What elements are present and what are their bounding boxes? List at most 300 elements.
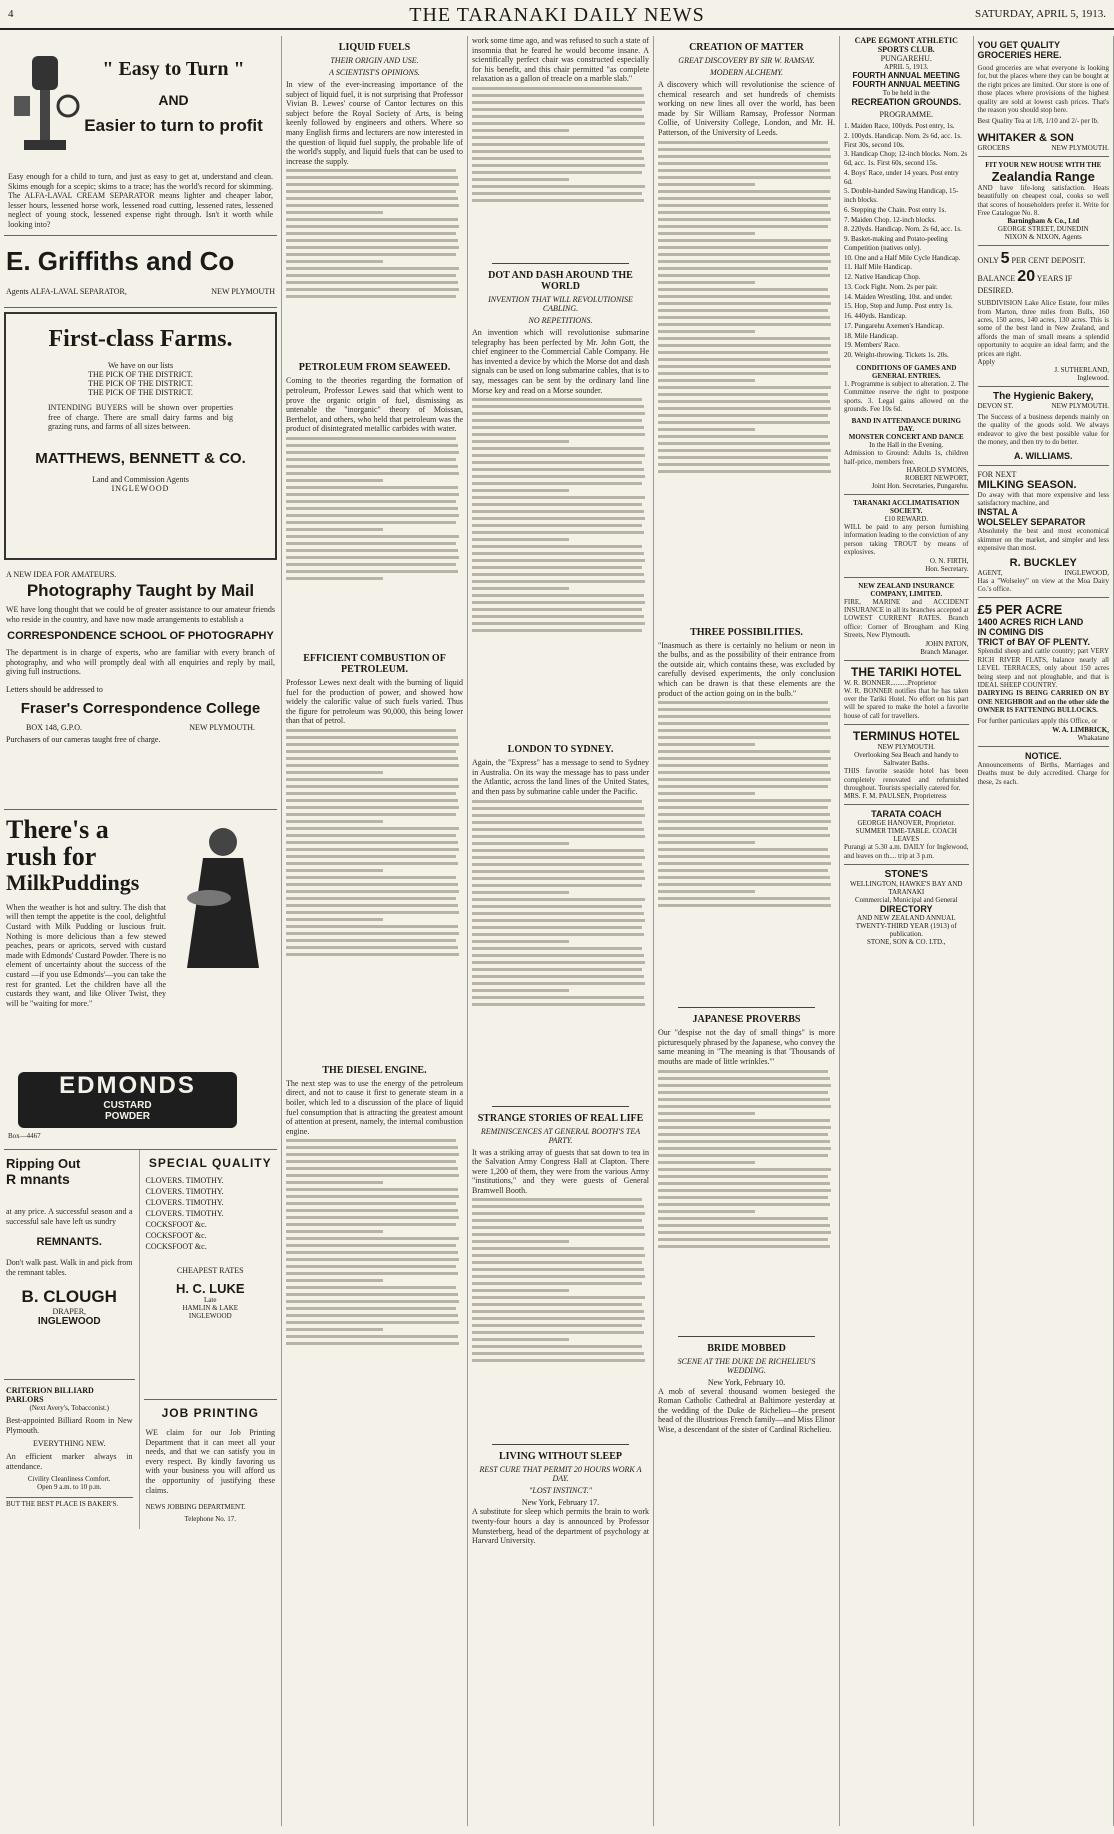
text-line — [658, 841, 755, 844]
text-line — [286, 820, 383, 823]
dot-dash-continued — [472, 398, 649, 738]
text-line — [658, 148, 830, 151]
text-line — [472, 982, 645, 985]
text-line — [286, 267, 459, 270]
london-headline: LONDON TO SYDNEY. — [507, 744, 614, 756]
text-line — [472, 1003, 645, 1006]
job-footer: NEWS JOBBING DEPARTMENT. — [145, 1503, 246, 1512]
land-line-1: 1400 ACRES RICH LAND — [977, 617, 1084, 628]
dot-dash-deck-2: NO REPETITIONS. — [528, 315, 593, 325]
diesel-body: The next step was to use the energy of the petroleum direct, and not to cause it first to generate steam in a boiler, which led to a discussion of the place of liquid fuel consumption that is attracting the greatest amount of attention at present, namely, the internal combustion engine. — [286, 1078, 463, 1136]
text-line — [658, 351, 828, 354]
text-line — [286, 479, 383, 482]
seeds-ad — [144, 1150, 278, 1400]
text-line — [472, 157, 644, 160]
bride-deck: SCENE AT THE DUKE DE RICHELIEU'S WEDDING. — [677, 1356, 816, 1375]
text-line — [286, 827, 459, 830]
text-line — [286, 542, 456, 545]
text-line — [658, 393, 828, 396]
text-line — [658, 1140, 830, 1143]
text-line — [472, 426, 644, 429]
groceries-firm: WHITAKER & SON — [977, 131, 1074, 144]
diesel-headline: THE DIESEL ENGINE. — [322, 1064, 427, 1076]
text-line — [658, 288, 828, 291]
text-line — [472, 1331, 644, 1334]
text-line — [286, 736, 458, 739]
griffiths-name: E. Griffiths and Co — [6, 246, 235, 276]
terminus-town: NEW PLYMOUTH. — [877, 743, 936, 752]
terminus-headline: TERMINUS HOTEL — [852, 729, 960, 744]
text-line — [286, 577, 383, 580]
text-line — [472, 136, 644, 139]
milking-body: Do away with that more expensive and less satisfactory machine, and — [977, 490, 1109, 507]
photo-kicker: A NEW IDEA FOR AMATEURS. — [6, 570, 117, 579]
text-line — [658, 365, 831, 368]
text-line — [658, 1147, 831, 1150]
sports-event: 7. Maiden Chop. 12-inch blocks. — [844, 215, 936, 224]
text-line — [658, 309, 828, 312]
seeds-row: CLOVERS. TIMOTHY. — [145, 1176, 224, 1185]
text-line — [286, 1251, 458, 1254]
text-line — [286, 918, 383, 921]
groceries-head-1: YOU GET QUALITY — [977, 40, 1061, 50]
text-line — [472, 1198, 642, 1201]
sports-event: 2. 100yds. Handicap. Nom. 2s 6d, acc. 1s. First 30s, second 10s. — [844, 131, 962, 149]
text-line — [472, 996, 644, 999]
text-line — [286, 1237, 459, 1240]
text-line — [286, 1209, 458, 1212]
text-line — [658, 169, 830, 172]
text-line — [472, 940, 569, 943]
text-line — [472, 419, 642, 422]
text-line — [286, 253, 456, 256]
text-line — [286, 778, 458, 781]
text-line — [658, 736, 831, 739]
text-line — [658, 1091, 828, 1094]
stone-line-3: TWENTY-THIRD YEAR (1913) of publication. — [855, 922, 957, 939]
text-line — [286, 1167, 458, 1170]
text-line — [472, 178, 569, 181]
text-line — [286, 1153, 459, 1156]
text-line — [658, 204, 828, 207]
text-line — [658, 302, 831, 305]
text-line — [286, 570, 458, 573]
possibilities-continued — [658, 701, 835, 1001]
text-line — [472, 629, 642, 632]
groceries-tea: Best Quality Tea at 1/8, 1/10 and 2/- per lb. — [977, 117, 1099, 126]
text-line — [472, 475, 645, 478]
text-line — [286, 862, 458, 865]
text-line — [658, 848, 828, 851]
farms-headline: First-class Farms. — [48, 326, 233, 352]
text-line — [658, 1105, 831, 1108]
text-line — [658, 470, 831, 473]
text-line — [472, 440, 569, 443]
text-line — [658, 778, 831, 781]
text-line — [658, 827, 828, 830]
text-line — [472, 545, 642, 548]
acclim-title: Hon. Secretary. — [925, 564, 969, 573]
sports-event: 16. 440yds. Handicap. — [844, 312, 907, 320]
text-line — [472, 905, 642, 908]
text-line — [658, 211, 830, 214]
text-line — [286, 1279, 383, 1282]
text-line — [286, 1258, 459, 1261]
ad-headline-2: Easier to turn to profit — [84, 116, 263, 135]
text-line — [286, 535, 459, 538]
text-line — [658, 176, 831, 179]
text-line — [472, 185, 645, 188]
sports-event: 17. Pungarehu Axemen's Handicap. — [844, 321, 944, 330]
text-line — [286, 1307, 456, 1310]
text-line — [286, 869, 383, 872]
sports-event: 4. Boys' Race, under 14 years. Post entry 6d. — [844, 168, 959, 186]
bride-headline: BRIDE MOBBED — [707, 1342, 786, 1354]
text-line — [472, 1233, 645, 1236]
text-line — [472, 538, 569, 541]
text-line — [286, 465, 458, 468]
sports-secretary-1: HAROLD SYMONS, — [906, 466, 969, 475]
text-line — [472, 884, 642, 887]
text-line — [658, 722, 828, 725]
text-line — [472, 828, 644, 831]
text-line — [658, 1161, 755, 1164]
text-line — [286, 1216, 459, 1219]
text-line — [286, 876, 456, 879]
farms-intro: We have on our lists — [107, 361, 174, 370]
text-line — [658, 337, 830, 340]
farms-agents: Land and Commission Agents — [92, 474, 189, 484]
bride-body: A mob of several thousand women besieged the Roman Catholic Cathedral at Baltimore yesterday at the wedding of the Duke de Richelieu—the present head of the illustrious French family—and Miss Elinor Wise, a descendant of the sister of Cardinal Richelieu. — [658, 1386, 835, 1434]
proverbs-headline: JAPANESE PROVERBS — [692, 1014, 801, 1026]
land-headline: £5 PER ACRE — [977, 602, 1063, 618]
range-body: AND have life-long satisfaction. Heats beautifully on cheapest coal, cooks so well that scores of householders prefer it. Write for Free Catalogue No. 8. — [977, 183, 1109, 217]
text-line — [472, 863, 642, 866]
deposit-number-2: 20 — [1017, 268, 1036, 286]
text-line — [286, 799, 458, 802]
matter-continued — [658, 141, 835, 621]
text-line — [286, 1181, 383, 1184]
text-line — [658, 442, 830, 445]
text-line — [472, 171, 642, 174]
text-line — [286, 1244, 456, 1247]
ad-and: AND — [158, 92, 189, 108]
text-line — [286, 911, 459, 914]
text-line — [658, 344, 831, 347]
text-line — [472, 1219, 642, 1222]
text-line — [658, 1245, 830, 1248]
strange-deck: REMINISCENCES AT GENERAL BOOTH'S TEA PARTY. — [480, 1126, 641, 1145]
seeds-town: INGLEWOOD — [188, 1312, 232, 1320]
sports-event: 8. 220yds. Handicap. Nom. 2s 6d, acc. 1s. — [844, 225, 962, 234]
text-line — [658, 372, 828, 375]
text-line — [472, 842, 569, 845]
sports-ground: RECREATION GROUNDS. — [851, 97, 962, 107]
liquid-body: In view of the ever-increasing importance of the subject of liquid fuel, it is not surprising that Professor Vivian B. Lewes' course of Cantor lectures on this subject before the Royal Society of Arts, is being keenly followed by engineers and others. Where so many English firms and lecturers are now interested in the question of liquid fuel supply, the probable life of the world's supply, and liquid fuels that can be used to increase the supply. — [286, 80, 463, 166]
text-line — [472, 989, 569, 992]
land-further: For further particulars apply this Office, or — [977, 717, 1098, 726]
text-line — [472, 122, 645, 125]
range-street: GEORGE STREET, DUNEDIN — [997, 225, 1089, 234]
text-line — [286, 897, 456, 900]
text-line — [286, 1321, 459, 1324]
ad-headline: " Easy to Turn " — [102, 58, 245, 80]
acclim-headline: TARANAKI ACCLIMATISATION SOCIETY. — [853, 499, 960, 516]
text-line — [658, 869, 828, 872]
efficient-continued — [286, 729, 463, 1059]
clough-role: DRAPER, — [52, 1307, 87, 1317]
text-line — [658, 183, 755, 186]
text-line — [658, 232, 755, 235]
text-line — [472, 143, 645, 146]
text-line — [658, 855, 830, 858]
strange-continued — [472, 1198, 649, 1438]
sports-event: 11. Half Mile Handicap. — [844, 263, 912, 272]
seeds-cheapest: CHEAPEST RATES — [176, 1266, 244, 1275]
text-line — [472, 524, 642, 527]
text-line — [472, 461, 642, 464]
text-line — [286, 932, 459, 935]
text-line — [658, 1175, 828, 1178]
text-line — [658, 281, 755, 284]
insurance-body: FIRE, MARINE and ACCIDENT INSURANCE in all its branches accepted at LOWEST CURRENT RATES. Branch office: Corner of Brougham and King Streets, New Plymouth. — [844, 597, 969, 640]
terminus-ad — [844, 725, 969, 805]
stone-ad — [844, 865, 969, 950]
land-name: W. A. LIMBRICK, — [1052, 725, 1109, 734]
possibilities-headline: THREE POSSIBILITIES. — [690, 626, 803, 638]
text-line — [658, 820, 831, 823]
sports-event: 15. Hop, Step and Jump. Post entry 1s. — [844, 302, 953, 311]
stone-line-1: Commercial, Municipal and General — [854, 896, 958, 905]
text-line — [472, 912, 644, 915]
text-line — [286, 883, 458, 886]
text-line — [472, 412, 645, 415]
text-line — [658, 386, 831, 389]
text-line — [286, 841, 458, 844]
milking-name: R. BUCKLEY — [1009, 556, 1077, 569]
bakery-body: The Success of a business depends mainly on the quality of the goods sold. We always endeavor to give the best possible value for the money, and then try to do better. — [977, 413, 1109, 447]
text-line — [472, 580, 645, 583]
text-line — [286, 953, 459, 956]
newspaper-title: THE TARANAKI DAILY NEWS — [409, 4, 705, 26]
photography-ad — [4, 564, 277, 810]
text-line — [472, 503, 642, 506]
text-line — [472, 800, 642, 803]
diesel-continued — [286, 1139, 463, 1439]
text-line — [286, 232, 456, 235]
job-body: WE claim for our Job Printing Department that it can meet all your needs, and that we can satisfy you in every respect. By kindly favoring us with your business you will afford us the opportunity of justifying these claims. — [145, 1428, 275, 1495]
text-line — [472, 150, 642, 153]
edmonds-product-1: CUSTARD — [103, 1100, 152, 1111]
work-body: work some time ago, and was refused to such a state of insomnia that he feared he would become insane. A scientifically perfect chair was constructed especially for his benefit, and this chair permitted "as complete relaxation as a gallon of treacle on a marble slab." — [472, 36, 649, 84]
column-3 — [468, 36, 654, 1826]
dot-dash-body: An invention which will revolutionise submarine telegraphy has been perfected by Mr. John Gott, the chief engineer to the Commercial Cable Company. He has invented a device by which the Morse dot and dash signals can be used on long submarine cables, that is to say, messages can be sent by the ordinary land line Morse key and read on a Morse sounder. — [472, 327, 649, 395]
text-line — [472, 164, 645, 167]
bakery-town: NEW PLYMOUTH. — [1051, 402, 1109, 411]
text-line — [286, 855, 456, 858]
stone-line-2: AND NEW ZEALAND ANNUAL — [857, 914, 956, 923]
milking-install: INSTAL A — [977, 507, 1018, 518]
seeds-row: COCKSFOOT &c. — [145, 1220, 207, 1229]
text-line — [472, 1289, 569, 1292]
text-line — [658, 799, 831, 802]
sports-event: 18. Mile Handicap. — [844, 331, 899, 340]
text-line — [286, 1300, 459, 1303]
photo-firm: Fraser's Correspondence College — [20, 699, 261, 717]
job-phone: Telephone No. 17. — [184, 1515, 237, 1524]
land-body-2: DAIRYING IS BEING CARRIED ON BY ONE NEIGHBOR and on the other side the OWNER IS FATTENING BULLOCKS. — [977, 689, 1109, 715]
london-body: Again, the "Express" has a message to send to Sydney in Australia. On its way the message has to pass under the Atlantic, across the land lines of the United States, and then pass by submarine cable under the Pacific. — [472, 758, 649, 796]
text-line — [472, 552, 644, 555]
text-line — [658, 729, 830, 732]
edmonds-head-2: rush for — [6, 842, 97, 872]
text-line — [472, 433, 645, 436]
farms-line-2: THE PICK OF THE DISTRICT. — [88, 379, 193, 388]
milking-body-2: Absolutely the best and most economical skimmer on the market, and simpler and less expensive than most. — [977, 527, 1109, 553]
billiard-values: Civility Cleanliness Comfort. — [27, 1475, 111, 1484]
text-line — [286, 458, 456, 461]
bakery-ad — [978, 387, 1109, 466]
text-line — [286, 288, 459, 291]
range-fit: FIT YOUR NEW HOUSE WITH THE — [985, 160, 1102, 169]
groceries-body: Good groceries are what everyone is looking for, but the places where they can be bought at the right prices are limited. Our store is one of those places where provisions of the highest quality are sold at lowest cash prices. That's the reason you should stop here. — [977, 64, 1109, 114]
text-line — [472, 531, 644, 534]
edmonds-ad — [4, 810, 277, 1150]
liquid-continued — [286, 166, 463, 356]
sports-event: 1. Maiden Race, 100yds. Post entry, 1s. — [844, 122, 955, 130]
text-line — [286, 444, 458, 447]
text-line — [658, 1203, 830, 1206]
edmonds-code: Box—4467 — [8, 1132, 41, 1140]
separator-illustration — [10, 46, 80, 166]
seeds-row: CLOVERS. TIMOTHY. — [145, 1209, 224, 1218]
sports-concert: MONSTER CONCERT AND DANCE — [848, 433, 964, 442]
farms-firm: MATTHEWS, BENNETT & CO. — [35, 449, 246, 467]
insurance-name: JOHN PATON, — [925, 639, 969, 648]
strange-headline: STRANGE STORIES OF REAL LIFE — [477, 1112, 644, 1124]
text-line — [658, 379, 755, 382]
tariki-proprietor: W. R. BONNER..........Proprietor — [844, 678, 937, 687]
text-line — [286, 169, 456, 172]
clough-remnants-head: R mnants — [6, 1171, 70, 1187]
london-continued — [472, 800, 649, 1100]
text-line — [286, 274, 456, 277]
sports-event: 9. Basket-making and Potato-peeling Competition (natives only). — [844, 235, 948, 252]
text-line — [472, 898, 645, 901]
text-line — [658, 757, 831, 760]
text-line — [472, 573, 644, 576]
bakery-headline: The Hygienic Bakery, — [993, 391, 1094, 403]
sports-event: 14. Maiden Wrestling, 10st. and under. — [844, 292, 953, 301]
seeds-late: Late — [204, 1296, 217, 1304]
matter-deck-2: MODERN ALCHEMY. — [710, 68, 783, 77]
text-line — [472, 108, 642, 111]
woman-with-bowl-illustration — [163, 818, 273, 978]
text-line — [658, 862, 831, 865]
text-line — [286, 549, 458, 552]
griffiths-town: NEW PLYMOUTH — [211, 287, 275, 296]
text-line — [286, 493, 459, 496]
bakery-name: A. WILLIAMS. — [1014, 450, 1073, 461]
text-line — [658, 155, 831, 158]
text-line — [286, 1223, 456, 1226]
text-line — [472, 115, 644, 118]
text-line — [658, 876, 830, 879]
text-line — [472, 1338, 569, 1341]
text-line — [472, 870, 644, 873]
milking-headline: MILKING SEASON. — [977, 478, 1077, 491]
farms-line-1: THE PICK OF THE DISTRICT. — [88, 370, 193, 379]
text-line — [658, 1112, 755, 1115]
text-line — [472, 1247, 644, 1250]
sports-ad — [844, 36, 969, 495]
acclim-reward: £10 REWARD. — [884, 515, 929, 524]
text-line — [286, 1272, 458, 1275]
text-line — [286, 1230, 383, 1233]
text-line — [286, 246, 459, 249]
text-line — [472, 968, 642, 971]
text-line — [658, 1168, 831, 1171]
text-line — [286, 848, 459, 851]
text-line — [658, 764, 828, 767]
text-line — [286, 904, 458, 907]
text-line — [472, 587, 569, 590]
efficient-headline: EFFICIENT COMBUSTION OF PETROLEUM. — [303, 652, 446, 675]
photo-body-2: The department is in charge of experts, who are familiar with every branch of photography, and who will promptly deal with all enquiries and reply by mail, giving full instructions. — [6, 648, 275, 677]
text-line — [286, 486, 458, 489]
text-line — [658, 323, 831, 326]
photo-footer: Purchasers of our cameras taught free of charge. — [6, 734, 161, 744]
milking-role: AGENT, — [977, 568, 1003, 577]
column-1 — [0, 36, 282, 1826]
text-line — [286, 771, 383, 774]
text-line — [658, 834, 830, 837]
text-line — [658, 421, 830, 424]
deposit-number-1: 5 — [1000, 250, 1010, 268]
milking-note: Has a "Wolseley" on view at the Moa Dairy Co.'s office. — [977, 576, 1109, 593]
griffiths-ad — [4, 236, 277, 308]
groceries-role: GROCERS — [977, 143, 1010, 152]
text-line — [286, 295, 456, 298]
text-line — [658, 463, 830, 466]
dot-dash-headline: DOT AND DASH AROUND THE WORLD — [488, 269, 633, 292]
text-line — [658, 428, 755, 431]
groceries-head-2: GROCERIES HERE. — [977, 50, 1062, 60]
tariki-ad — [844, 661, 969, 726]
notice-headline: NOTICE. — [1025, 750, 1062, 761]
sports-conditions-head: CONDITIONS OF GAMES AND GENERAL ENTRIES. — [856, 363, 957, 380]
text-line — [472, 933, 644, 936]
text-line — [286, 437, 456, 440]
text-line — [658, 1210, 755, 1213]
griffiths-agents: Agents ALFA-LAVAL SEPARATOR, — [6, 287, 127, 296]
text-line — [286, 1286, 456, 1289]
terminus-proprietress: MRS. F. M. PAULSEN, Proprietress — [844, 792, 947, 801]
proverbs-continued — [658, 1070, 835, 1330]
coach-ad — [844, 805, 969, 865]
text-line — [472, 1324, 642, 1327]
text-line — [658, 1070, 828, 1073]
text-line — [658, 218, 831, 221]
text-line — [286, 563, 456, 566]
text-line — [286, 1293, 458, 1296]
text-line — [658, 715, 831, 718]
text-line — [658, 1077, 830, 1080]
clough-body: at any price. A successful season and a successful sale have left us sundry — [6, 1207, 133, 1226]
work-continued — [472, 87, 649, 257]
billiard-name: CRITERION BILLIARD PARLORS — [6, 1386, 94, 1404]
text-line — [472, 454, 645, 457]
